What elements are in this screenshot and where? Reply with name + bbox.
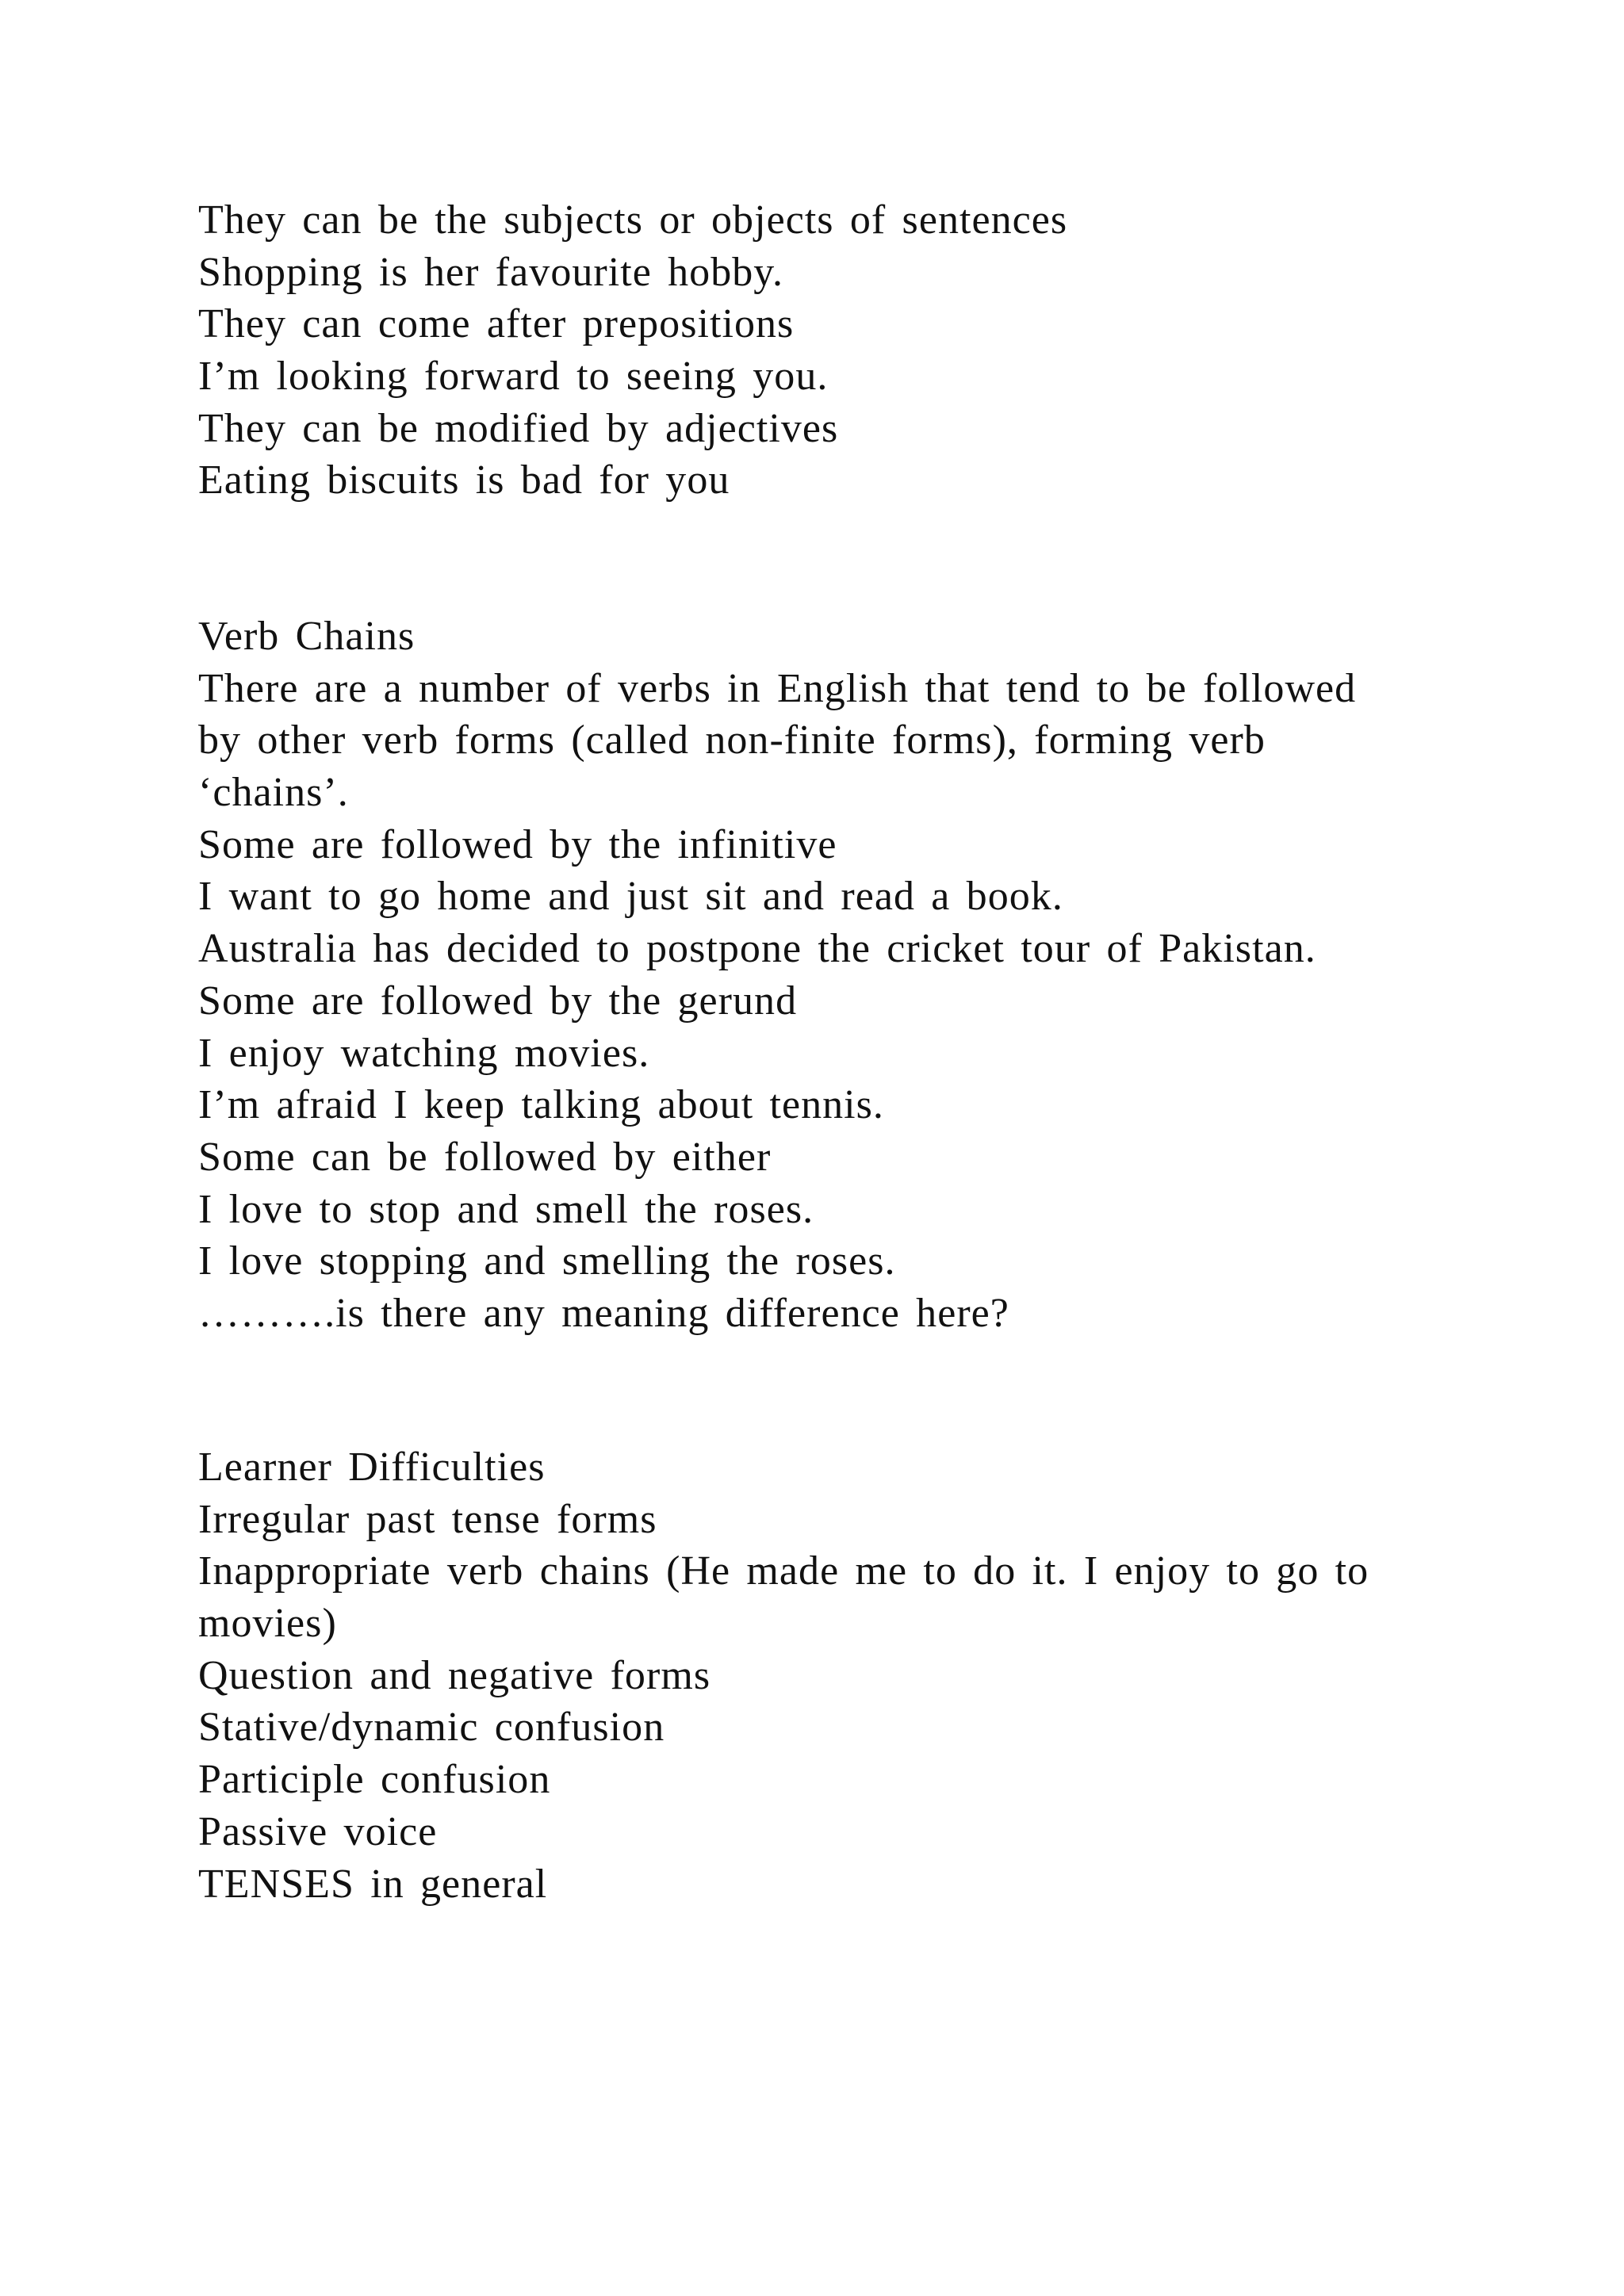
text-line: ‘chains’.	[198, 770, 349, 816]
text-line: I’m looking forward to seeing you.	[198, 354, 829, 400]
gerund-uses-section	[198, 194, 1499, 507]
text-line: They can be the subjects or objects of sentences	[198, 197, 1068, 243]
verb-chains-section	[198, 610, 1499, 1340]
text-line: I love stopping and smelling the roses.	[198, 1238, 896, 1284]
text-line: I want to go home and just sit and read a book.	[198, 874, 1063, 920]
section-heading: Verb Chains	[198, 614, 416, 659]
text-line: There are a number of verbs in English that tend to be followed	[198, 665, 1357, 711]
text-line: Question and negative forms	[198, 1652, 711, 1698]
text-line: Passive voice	[198, 1808, 438, 1854]
text-line: Participle confusion	[198, 1757, 551, 1803]
text-line: I’m afraid I keep talking about tennis.	[198, 1082, 884, 1128]
section-heading: Learner Difficulties	[198, 1445, 546, 1490]
text-line: TENSES in general	[198, 1861, 548, 1907]
text-line: They can be modified by adjectives	[198, 405, 839, 451]
text-line: I enjoy watching movies.	[198, 1030, 650, 1076]
text-line: Inappropriate verb chains (He made me to do it. I enjoy to go to	[198, 1548, 1369, 1594]
text-line: Shopping is her favourite hobby.	[198, 249, 783, 295]
text-line: ……….is there any meaning difference here?	[198, 1290, 1009, 1336]
text-line: Stative/dynamic confusion	[198, 1705, 665, 1751]
text-line: movies)	[198, 1601, 337, 1647]
text-line: Eating biscuits is bad for you	[198, 457, 730, 503]
text-line: by other verb forms (called non-finite forms), forming verb	[198, 718, 1266, 763]
text-line: Some are followed by the infinitive	[198, 821, 837, 867]
text-line: They can come after prepositions	[198, 301, 795, 347]
text-line: Some can be followed by either	[198, 1134, 772, 1180]
text-line: Irregular past tense forms	[198, 1496, 657, 1542]
text-line: I love to stop and smell the roses.	[198, 1186, 814, 1232]
learner-difficulties-section	[198, 1441, 1499, 1910]
text-line: Some are followed by the gerund	[198, 978, 798, 1024]
text-line: Australia has decided to postpone the cricket tour of Pakistan.	[198, 926, 1316, 972]
